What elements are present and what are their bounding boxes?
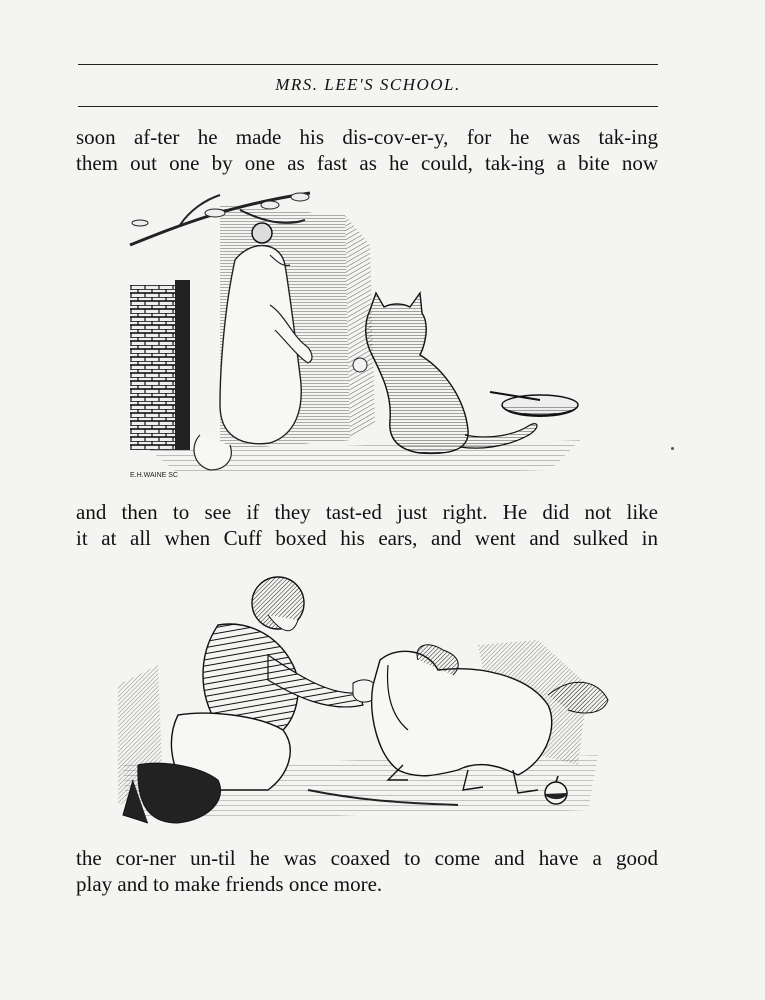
illustration-boy-and-dog <box>118 565 613 835</box>
engraver-signature: E.H.WAINE SC <box>130 472 178 479</box>
illustration-dog-and-cat <box>120 185 595 480</box>
text-line: them out one by one as fast as he could, tak-ing a bite now <box>76 151 658 175</box>
text-line: and then to see if they tast-ed just right. He did not like <box>76 500 658 524</box>
text-line: the cor-ner un-til he was coaxed to come and have a good <box>76 846 658 870</box>
text-line: play and to make friends once more. <box>76 872 383 896</box>
page-speck <box>671 447 674 450</box>
header-bottom-rule <box>78 106 658 107</box>
running-header: MRS. LEE'S SCHOOL. <box>275 75 461 94</box>
header-top-rule <box>78 64 658 65</box>
text-line: it at all when Cuff boxed his ears, and went and sulked in <box>76 526 658 550</box>
text-line: soon af-ter he made his dis-cov-er-y, for he was tak-ing <box>76 125 658 149</box>
